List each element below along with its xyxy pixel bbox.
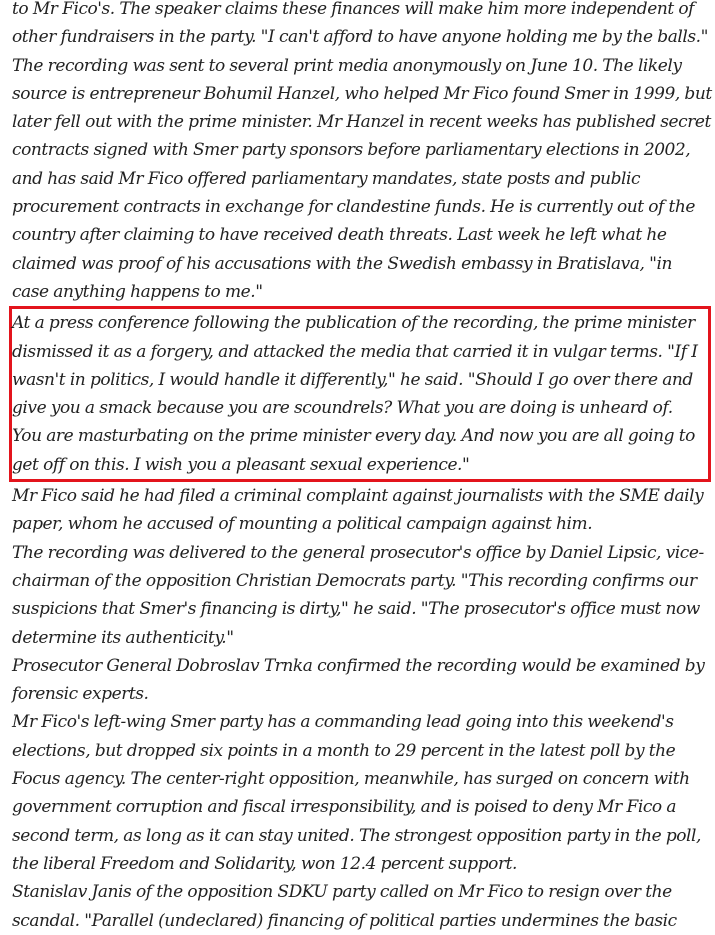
article-body bbox=[12, 0, 712, 935]
paragraph-prosecutor-office: The recording was delivered to the general prosecutor's office by Daniel Lipsic, vice-chairman of the opposition Christian Democrats party. "This recording confirms our suspicions that Smer's financing is dirty," he said. "The prosecutor's office must now determine its authenticity." bbox=[12, 542, 704, 648]
paragraph-fundraising: to Mr Fico's. The speaker claims these finances will make him more independent of other fundraisers in the party. "I can't afford to have anyone holding me by the balls." The recording was sent to several print media anonymously on June 10. The likely source is entrepreneur Bohumil Hanzel, who helped Mr Fico found Smer in 1999, but later fell out with the prime minister. Mr Hanzel in recent weeks has published secret contracts signed with Smer party sponsors before parliamentary elections in 2002, and has said Mr Fico offered parliamentary mandates, state posts and public procurement contracts in exchange for clandestine funds. He is currently out of the country after claiming to have received death threats. Last week he left what he claimed was proof of his accusations with the Swedish embassy in Bratislava, "in case anything happens to me." bbox=[12, 0, 712, 302]
paragraph-election-poll: Mr Fico's left-wing Smer party has a commanding lead going into this weekend's elections, but dropped six points in a month to 29 percent in the latest poll by the Focus agency. The center-right opposition, meanwhile, has surged on concern with government corruption and fiscal irresponsibility, and is poised to deny Mr Fico a second term, as long as it can stay united. The strongest opposition party in the poll, the liberal Freedom and Solidarity, won 12.4 percent support. bbox=[12, 712, 701, 874]
paragraph-prosecutor-general: Prosecutor General Dobroslav Trnka confirmed the recording would be examined by forensic experts. bbox=[12, 655, 705, 705]
paragraph-resignation-call: Stanislav Janis of the opposition SDKU party called on Mr Fico to resign over the scandal. "Parallel (undeclared) financing of political parties undermines the basic bbox=[12, 882, 677, 931]
paragraph-criminal-complaint: Mr Fico said he had filed a criminal complaint against journalists with the SME daily paper, whom he accused of mounting a political campaign against him. bbox=[12, 486, 704, 535]
highlighted-paragraph-press-conference: At a press conference following the publication of the recording, the prime minister dismissed it as a forgery, and attacked the media that carried it in vulgar terms. "If I wasn't in politics, I would handle it differently," he said. "Should I go over there and give you a smack because you are scoundrels? What you are doing is unheard of. You are masturbating on the prime minister every day. And now you are all going to get off on this. I wish you a pleasant sexual experience." bbox=[9, 306, 711, 482]
